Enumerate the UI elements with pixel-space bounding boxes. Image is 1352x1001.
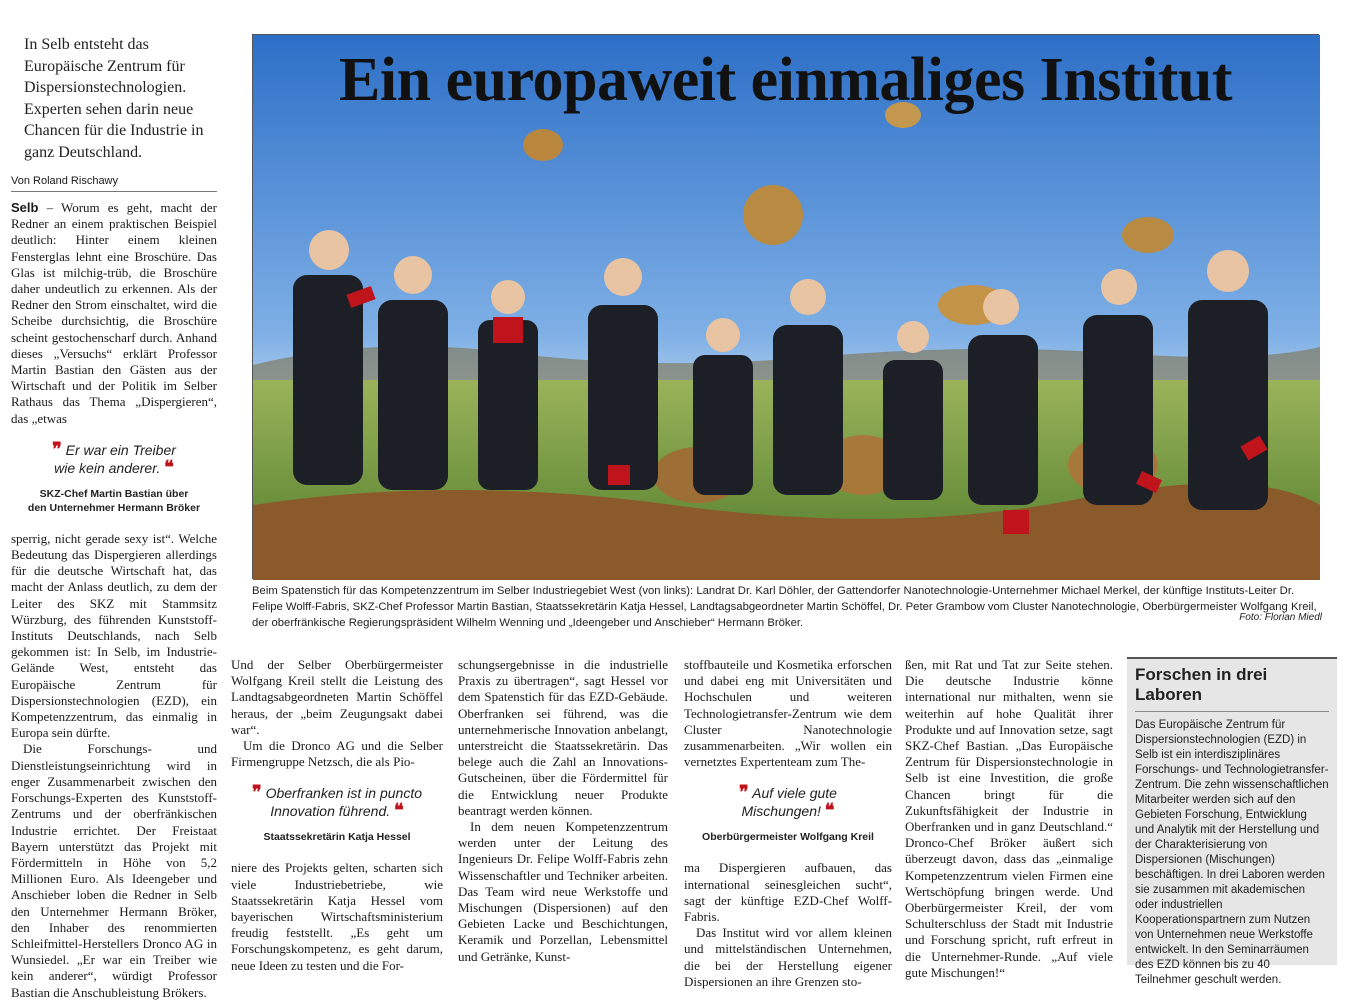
quote-close-icon: ❝ xyxy=(824,800,835,821)
quote-open-icon: ❞ xyxy=(739,782,749,803)
info-box-title: Forschen in drei Laboren xyxy=(1135,665,1329,712)
quote-close-icon: ❝ xyxy=(164,456,174,477)
paragraph: Die Forschungs- und Dienstleistungseinrichtung wird in enger Zusammenarbeit zwischen den Forschungs-Experten des Kunststoff-Zentrums und der oberfränkischen Industrie errichtet. Der Freistaat Bayern unterstützt das Projekt mit Fördermitteln in Höhe von 5,2 Millionen Euro. Als Ideengeber und Anschieber loben die Redner in Selb den Unternehmer Hermann Bröker, den Inhaber des renommierten Schleifmittel-Herstellers Dronco AG in Wunsiedel. „Er war ein Treiber wie kein anderer“, würdigt Professor Bastian die Anschubleistung Brökers. xyxy=(11,741,217,1000)
paragraph: niere des Projekts gelten, scharten sich viele Industriebetriebe, wie Staatssekretärin Katja Hessel vom bayerischen Wirtschaftsministerium freudig feststellt. „Es geht um Forschungskompetenz, es geht darum, neue Ideen zu testen und die For- xyxy=(231,860,443,973)
pull-quote-source: Oberbürgermeister Wolfgang Kreil xyxy=(702,831,874,844)
paragraph: ßen, mit Rat und Tat zur Seite stehen. Die deutsche Industrie könne international nur mithalten, wenn sie weiterhin auf hohe Qualität ihrer Produkte und auf Innovation setze, sagt SKZ-Chef Bastian. „Das Europäische Zentrum für Dispersionstechnologie in Selb ist eine Investition, die große Chancen bringt für die Zukunftsfähigkeit der Industrie in Oberfranken und in ganz Deutschland.“ Dronco-Chef Bröker äußert sich überzeugt davon, dass das „einmalige Kompetenzzentrum vielen Firmen eine Wertschöpfung bringen werde. Und Oberbürgermeister Kreil, der vom Schulterschluss der Stadt mit Industrie und Forschung spricht, ruft erfreut in die Unternehmer-Runde. „Auf viele gute Mischungen!“ xyxy=(905,657,1113,980)
quote-close-icon: ❝ xyxy=(394,800,404,821)
paragraph: ma Dispergieren aufbauen, das international seinesgleichen sucht“, sagt der künftige EZD-Chef Wolff-Fabris. xyxy=(684,860,892,925)
byline: Von Roland Rischawy xyxy=(11,175,217,192)
article-photo xyxy=(252,34,1319,579)
pull-quote-line-1: ❞ Er war ein Treiber xyxy=(52,438,176,459)
pull-quote-line-2: Innovation führend. ❝ xyxy=(270,800,404,821)
paragraph: Um die Dronco AG und die Selber Firmengruppe Netzsch, die als Pio- xyxy=(231,738,443,770)
intro-text: – Worum es geht, macht der Redner an einem praktischen Beispiel deutlich: Hinter einem kleinen Fensterglas lehnt eine Broschüre. Das Glas ist milchig-trüb, die Broschüre daher undeutlich zu erkennen. Als der Redner den Strom einschaltet, wird die Scheibe durchsichtig, die Broschüre scheint gestochenscharf durch. Anhand dieses „Versuchs“ erklärt Professor Martin Bastian den Gästen aus der Wirtschaft und der Politik im Selber Rathaus das Thema „Dispergieren“, das „etwas xyxy=(11,200,217,426)
paragraph: In dem neuen Kompetenzzentrum werden unter der Leitung des Ingenieurs Dr. Felipe Wolff-Fabris zehn Wissenschaftler und Techniker arbeiten. Das Team wird neue Werkstoffe und Mischungen (Dispersionen) auf den Gebieten Lacke und Beschichtungen, Keramik und Porzellan, Lebensmittel und Getränke, Kunst- xyxy=(458,819,668,964)
headline: Ein europaweit einmaliges Institut xyxy=(339,46,1232,114)
photo-credit: Foto: Florian Miedl xyxy=(1239,612,1322,623)
article-column-5 xyxy=(905,657,1113,981)
article-column-2 xyxy=(231,657,443,974)
paragraph: schungsergebnisse in die industrielle Praxis zu übertragen“, sagt Hessel vor dem Spatenstich für das EZD-Gebäude. Oberfranken sei führend, was die unternehmerische Innovation anbelangt, unterstreicht die Staatssekretärin. Das belege auch die Zahl an Innovations-Gutscheinen, über die Fördermittel für die Entwicklung neuer Produkte beantragt werden können. xyxy=(458,657,668,818)
pull-quote-hessel xyxy=(231,784,443,844)
pull-quote-source: SKZ-Chef Martin Bastian über den Unternehmer Hermann Bröker xyxy=(27,487,201,514)
article-column-3 xyxy=(458,657,668,965)
article-column-1 xyxy=(11,531,217,1001)
info-box xyxy=(1127,657,1337,986)
pull-quote-bastian xyxy=(11,438,217,515)
quote-open-icon: ❞ xyxy=(52,438,62,459)
paragraph: stoffbauteile und Kosmetika erforschen und dabei eng mit Universitäten und Hochschulen und weiteren Technologietransfer-Zentrum wie dem Cluster Nanotechnologie zusammenarbeiten. „Wir wollen ein vernetztes Expertenteam zum The- xyxy=(684,657,892,770)
dateline: Selb xyxy=(11,200,39,215)
paragraph: Das Institut wird vor allem kleinen und mittelständischen Unternehmen, die bei der Herstellung eigener Dispersionen an ihre Grenzen sto- xyxy=(684,925,892,989)
photo-caption: Beim Spatenstich für das Kompetenzzentrum im Selber Industriegebiet West (von links): Landrat Dr. Karl Döhler, der Gattendorfer Nanotechnologie-Unternehmer Michael Merkel, der künftige Instituts-Leiter Dr. Felipe Wolff-Fabris, SKZ-Chef Professor Martin Bastian, Staatssekretärin Katja Hessel, Landtagsabgeordneter Martin Schöffel, Dr. Peter Grambow vom Cluster Nanotechnologie, Oberbürgermeister Wolfgang Kreil, der oberfränkische Regierungspräsident Wilhelm Wenning und „Ideengeber und Anschieber“ Hermann Bröker. xyxy=(252,585,1317,629)
pull-quote-line-2: Mischungen! ❝ xyxy=(741,800,835,821)
article-teaser: In Selb entsteht das Europäische Zentrum für Dispersionstechnologien. Experten sehen darin neue Chancen für die Industrie in ganz Deutschland. xyxy=(24,36,204,161)
pull-quote-source: Staatssekretärin Katja Hessel xyxy=(263,831,411,844)
pull-quote-line-2: wie kein anderer. ❝ xyxy=(54,456,174,477)
article-intro xyxy=(11,200,217,427)
info-box-text: Das Europäische Zentrum für Dispersionstechnologien (EZD) in Selb ist ein interdisziplinäres Forschungs- und Technologietransfer-Zentrum. Die zehn wissenschaftlichen Mitarbeiter werden sich auf den Gebieten Forschung, Entwicklung und Analytik mit der Herstellung und der Charakterisierung von Dispersionen (Mischungen) beschäftigen. In drei Laboren werden sie zusammen mit akademischen oder industriellen Kooperationspartnern zum Nutzen von Unternehmen neue Werkstoffe entwickelt. In den Seminarräumen des EZD können bis zu 40 Teilnehmer geschult werden. xyxy=(1135,719,1329,986)
paragraph: Und der Selber Oberbürgermeister Wolfgang Kreil stellt die Leistung des Landtagsabgeordneten Martin Schöffel heraus, der „beim Zeugungsakt dabei war“. xyxy=(231,657,443,737)
article-column-4 xyxy=(684,657,892,990)
pull-quote-kreil xyxy=(684,784,892,844)
paragraph: sperrig, nicht gerade sexy ist“. Welche Bedeutung das Dispergieren allerdings für die deutsche Wirtschaft hat, das macht der Anlass deutlich, zu dem der Leiter des SKZ mit Stammsitz Würzburg, des führenden Kunststoff-Instituts Deutschlands, nach Selb gekommen ist: In Selb, im Industrie-Gelände West, entsteht das Europäische Zentrum für Dispersionstechnologien (EZD), ein Kompetenzzentrum, das einmalig in Europa sein dürfte. xyxy=(11,530,217,741)
lead-column xyxy=(11,34,217,1001)
pull-quote-line-1: ❞ Auf viele gute xyxy=(739,782,837,803)
quote-open-icon: ❞ xyxy=(252,782,262,803)
pull-quote-line-1: ❞ Oberfranken ist in puncto xyxy=(252,782,422,803)
